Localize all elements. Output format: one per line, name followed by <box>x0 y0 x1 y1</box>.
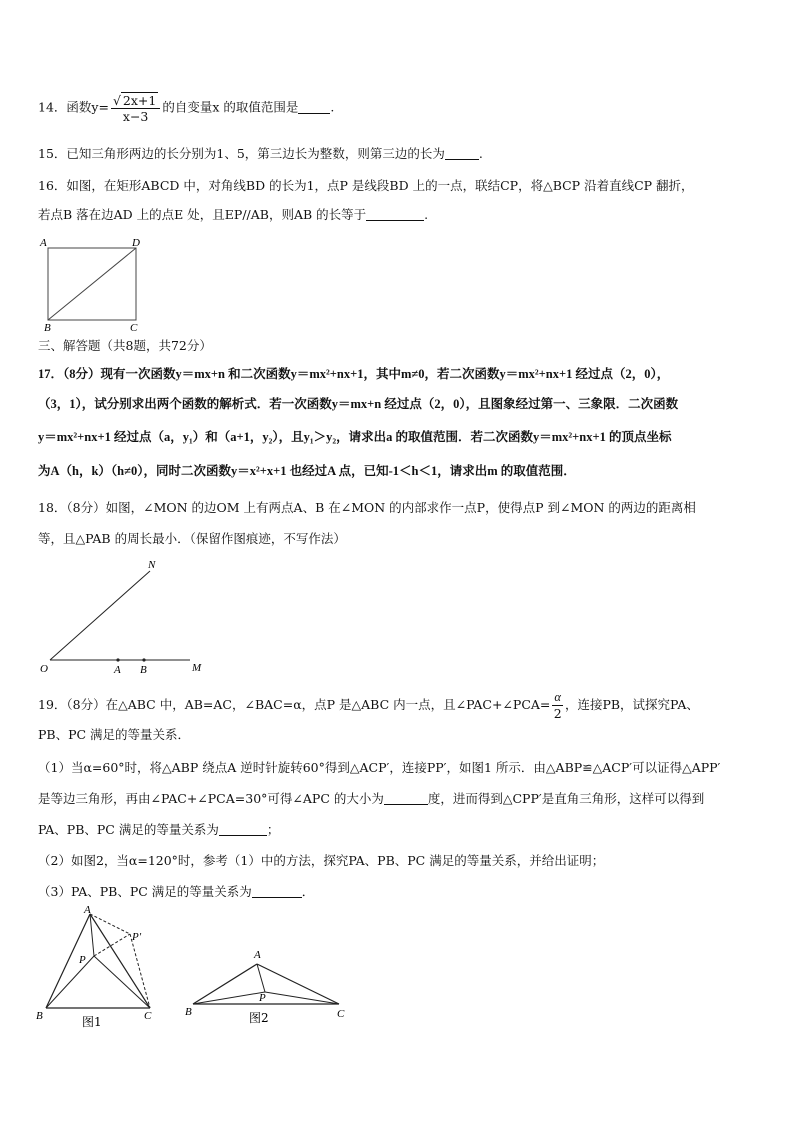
question-19-line1: 19．（8分）在△ABC 中，AB=AC，∠BAC=α，点P 是△ABC 内一点，且∠PAC+∠PCA= $\frac{\alpha}{2}$ ，连接PB，试探究PA、 <box>38 690 699 721</box>
ray-on <box>50 571 150 660</box>
q19-part2: （2）如图2，当α=120°时，参考（1）中的方法，探究PA、PB、PC 满足的等量关系，并给出证明； <box>38 853 605 868</box>
label-p: P <box>259 992 266 1004</box>
q14-answer-blank[interactable] <box>298 101 330 114</box>
question-18-line1: 18．（8分）如图，∠MON 的边OM 上有两点A、B 在∠MON 的内部求作一点P，使得点P 到∠MON 的两边的距离相 <box>38 500 696 515</box>
q19-fraction: $\frac{\alpha}{2}$ <box>553 690 562 721</box>
label-p: P <box>79 954 86 966</box>
segment-pb <box>46 956 94 1008</box>
q19-figure-2 <box>183 944 353 1036</box>
q14-text-post: 的自变量x 的取值范围是 <box>162 99 299 115</box>
q16-answer-blank[interactable] <box>366 208 424 221</box>
label-b: B <box>44 322 51 334</box>
q18-angle-figure <box>38 555 218 680</box>
side-ac <box>257 964 339 1004</box>
question-16-line1: 16．如图，在矩形ABCD 中，对角线BD 的长为1，点P 是线段BD 上的一点，联结CP，将△BCP 沿着直线CP 翻折， <box>38 178 694 193</box>
q19-part1-line3: PA、PB、PC 满足的等量关系为 ； <box>38 822 280 837</box>
q19-relation-blank-3[interactable] <box>252 885 302 898</box>
label-n: N <box>148 559 156 571</box>
question-17-line4: 为A（h，k）（h≠0），同时二次函数y＝x²+x+1 也经过A 点，已知-1＜h＜1，请求出m 的取值范围． <box>38 464 576 478</box>
label-b: B <box>140 664 147 676</box>
segment-pp-prime <box>94 934 130 956</box>
q19-part1-line2: 是等边三角形，再由∠PAC+∠PCA=30°可得∠APC 的大小为 度，进而得到△CPP′是直角三角形，这样可以得到 <box>38 791 705 806</box>
q19-part3: （3）PA、PB、PC 满足的等量关系为 ． <box>38 884 315 899</box>
segment-p-prime-c <box>130 934 150 1008</box>
q19-part1-line1: （1）当α=60°时，将△ABP 绕点A 逆时针旋转60°得到△ACP′，连接PP′，如图1 所示．由△ABP≌△ACP′可以证得△APP′ <box>38 760 721 775</box>
figure-2-caption: 图2 <box>249 1011 269 1025</box>
question-16-line2: 若点B 落在边AD 上的点E 处，且EP//AB，则AB 的长等于 . <box>38 207 429 222</box>
point-a <box>116 658 119 661</box>
question-14: 14．函数y= $\frac{√ 2x+1}{x-3}$ 的自变量x 的取值范围是 . <box>38 93 335 124</box>
q15-text: 15．已知三角形两边的长分别为1、5，第三边长为整数，则第三边的长为 <box>38 146 445 161</box>
question-19-line2: PB、PC 满足的等量关系． <box>38 727 191 742</box>
q19-relation-blank-1[interactable] <box>219 823 267 836</box>
label-b: B <box>185 1006 192 1018</box>
q14-text: 14．函数y= <box>38 99 109 115</box>
section-heading: 三、解答题（共8题，共72分） <box>38 338 212 353</box>
label-a: A <box>40 237 47 249</box>
segment-pb <box>193 992 265 1004</box>
q19-angle-blank[interactable] <box>384 792 428 805</box>
q15-answer-blank[interactable] <box>445 147 479 160</box>
label-a: A <box>254 949 261 961</box>
label-o: O <box>40 663 48 675</box>
label-a: A <box>114 664 121 676</box>
diagonal-bd <box>48 248 136 320</box>
q14-fraction: $\frac{√ 2x+1}{x-3}$ <box>111 92 160 124</box>
side-ab <box>193 964 257 1004</box>
label-a: A <box>84 904 91 916</box>
label-c: C <box>144 1010 152 1022</box>
point-b <box>142 658 145 661</box>
question-17-line3: y＝mx²+nx+1 经过点（a，y₁）和（a+1，y₂），且y₁＞y₂，请求出a 的取值范围．若二次函数y＝mx²+nx+1 的顶点坐标 <box>38 430 672 444</box>
label-c: C <box>130 322 138 334</box>
q19-figure-1 <box>34 906 164 1036</box>
question-18-line2: 等，且△PAB 的周长最小．（保留作图痕迹，不写作法） <box>38 531 346 546</box>
question-17-line1: 17．（8分）现有一次函数y＝mx+n 和二次函数y＝mx²+nx+1，其中m≠0，若二次函数y＝mx²+nx+1 经过点（2，0）， <box>38 367 670 381</box>
label-c: C <box>337 1008 345 1020</box>
label-m: M <box>192 662 202 674</box>
q14-numerator: 2x+1 <box>122 93 157 108</box>
q14-denominator: x−3 <box>122 109 149 124</box>
question-17-line2: （3，1），试分别求出两个函数的解析式．若一次函数y＝mx+n 经过点（2，0），且图象经过第一、三象限．二次函数 <box>38 397 679 411</box>
figure-1-caption: 图1 <box>82 1015 102 1029</box>
segment-ap <box>257 964 265 992</box>
label-b: B <box>36 1010 43 1022</box>
question-15: 15．已知三角形两边的长分别为1、5，第三边长为整数，则第三边的长为 . <box>38 146 483 161</box>
q16-rectangle-figure <box>36 236 146 332</box>
label-p-prime: P′ <box>132 931 142 943</box>
label-d: D <box>132 237 140 249</box>
